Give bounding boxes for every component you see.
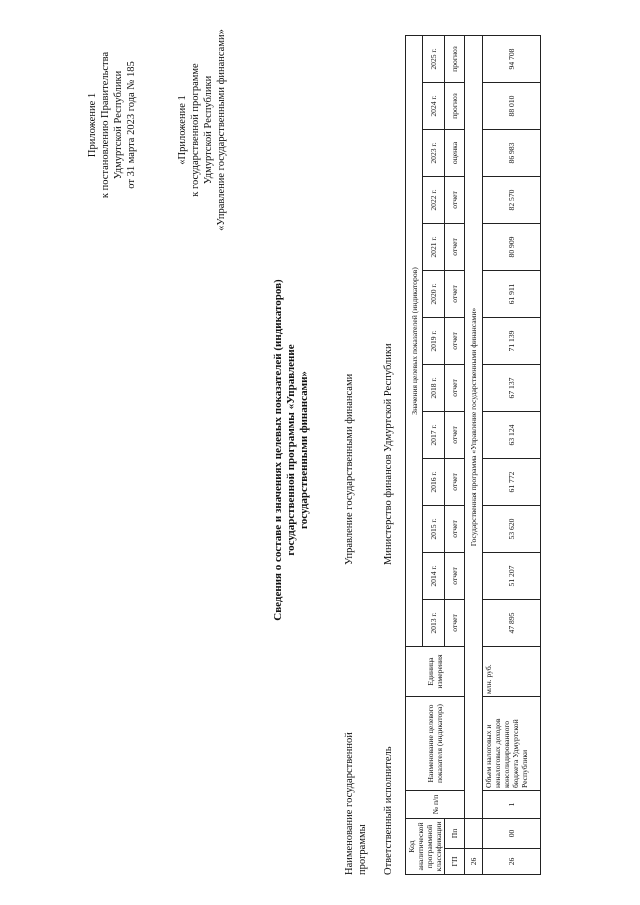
title-line: государственными финансами» [298,371,310,529]
value-kind: отчет [445,459,465,506]
year-header: 2014 г. [423,553,445,600]
program-name-label [343,732,369,875]
year-header: 2020 г. [423,271,445,318]
year-header: 2022 г. [423,177,445,224]
header-code: Код аналитической программной классификации [406,819,445,875]
year-header: 2013 г. [423,600,445,647]
row-gp: 26 [483,849,541,875]
appendix-program-line: «Приложение 1 [177,95,188,165]
value-kind: отчет [445,506,465,553]
year-header: 2021 г. [423,224,445,271]
appendix-line: от 31 марта 2023 года № 185 [126,61,137,189]
program-title: Государственная программа «Управление государственными финансами» [465,36,483,819]
row-value: 80 909 [483,224,541,271]
year-header: 2024 г. [423,83,445,130]
appendix-line: Удмуртской Республики [113,70,124,180]
year-header: 2017 г. [423,412,445,459]
row-value: 88 010 [483,83,541,130]
year-header: 2015 г. [423,506,445,553]
program-name-row [343,275,373,875]
row-value: 47 895 [483,600,541,647]
header-number: № п/п [406,791,465,819]
appendix-program-line: Удмуртской Республики [203,75,214,185]
program-pp-empty [465,819,483,849]
row-value: 94 708 [483,36,541,83]
row-value: 82 570 [483,177,541,224]
row-value: 61 911 [483,271,541,318]
program-name-label-line: программы [357,824,368,875]
executor-label: Ответственный исполнитель [383,746,394,875]
value-kind: прогноз [445,83,465,130]
program-name-label-line: Наименование государственной [344,732,355,875]
row-value: 63 124 [483,412,541,459]
appendix-program-block [176,15,228,245]
value-kind: отчет [445,412,465,459]
row-value: 53 620 [483,506,541,553]
title-line: государственной программы «Управление [285,344,297,556]
row-value: 51 207 [483,553,541,600]
program-row [465,36,483,875]
year-header: 2019 г. [423,318,445,365]
appendix-program-line: к государственной программе [190,63,201,197]
program-name-value: Управление государственными финансами [344,373,355,565]
value-kind: отчет [445,224,465,271]
appendix-resolution-block [86,25,138,225]
program-gp-code: 26 [465,849,483,875]
header-unit: Единица измерения [406,647,465,697]
header-gp: ГП [445,849,465,875]
year-header: 2023 г. [423,130,445,177]
year-header: 2016 г. [423,459,445,506]
appendix-line: Приложение 1 [87,92,98,158]
value-kind: оценка [445,130,465,177]
row-unit: млн. руб. [483,647,541,697]
appendix-program-line: «Управление государственными финансами» [216,29,227,231]
value-kind: отчет [445,600,465,647]
value-kind: прогноз [445,36,465,83]
appendix-line: к постановлению Правительства [100,51,111,199]
title-line: Сведения о составе и значениях целевых показателей (индикаторов) [272,279,284,621]
executor-value: Министерство финансов Удмуртской Республики [383,343,394,565]
year-header: 2018 г. [423,365,445,412]
row-pp: 00 [483,819,541,849]
row-value: 61 772 [483,459,541,506]
value-kind: отчет [445,177,465,224]
row-value: 71 139 [483,318,541,365]
table-row [483,36,541,875]
header-values: Значения целевых показателей (индикаторов) [406,36,423,647]
header-indicator-name: Наименование целевого показателя (индикатора) [406,697,465,791]
value-kind: отчет [445,365,465,412]
row-value: 86 983 [483,130,541,177]
indicators-table [405,35,541,875]
value-kind: отчет [445,553,465,600]
year-header: 2025 г. [423,36,445,83]
row-number: 1 [483,791,541,819]
row-value: 67 137 [483,365,541,412]
value-kind: отчет [445,318,465,365]
row-indicator-name: Объем налоговых и неналоговых доходов консолидированного бюджета Удмуртской Республики [483,697,541,791]
document-title [272,245,311,655]
executor-row [382,275,396,875]
header-pp: Пп [445,819,465,849]
value-kind: отчет [445,271,465,318]
